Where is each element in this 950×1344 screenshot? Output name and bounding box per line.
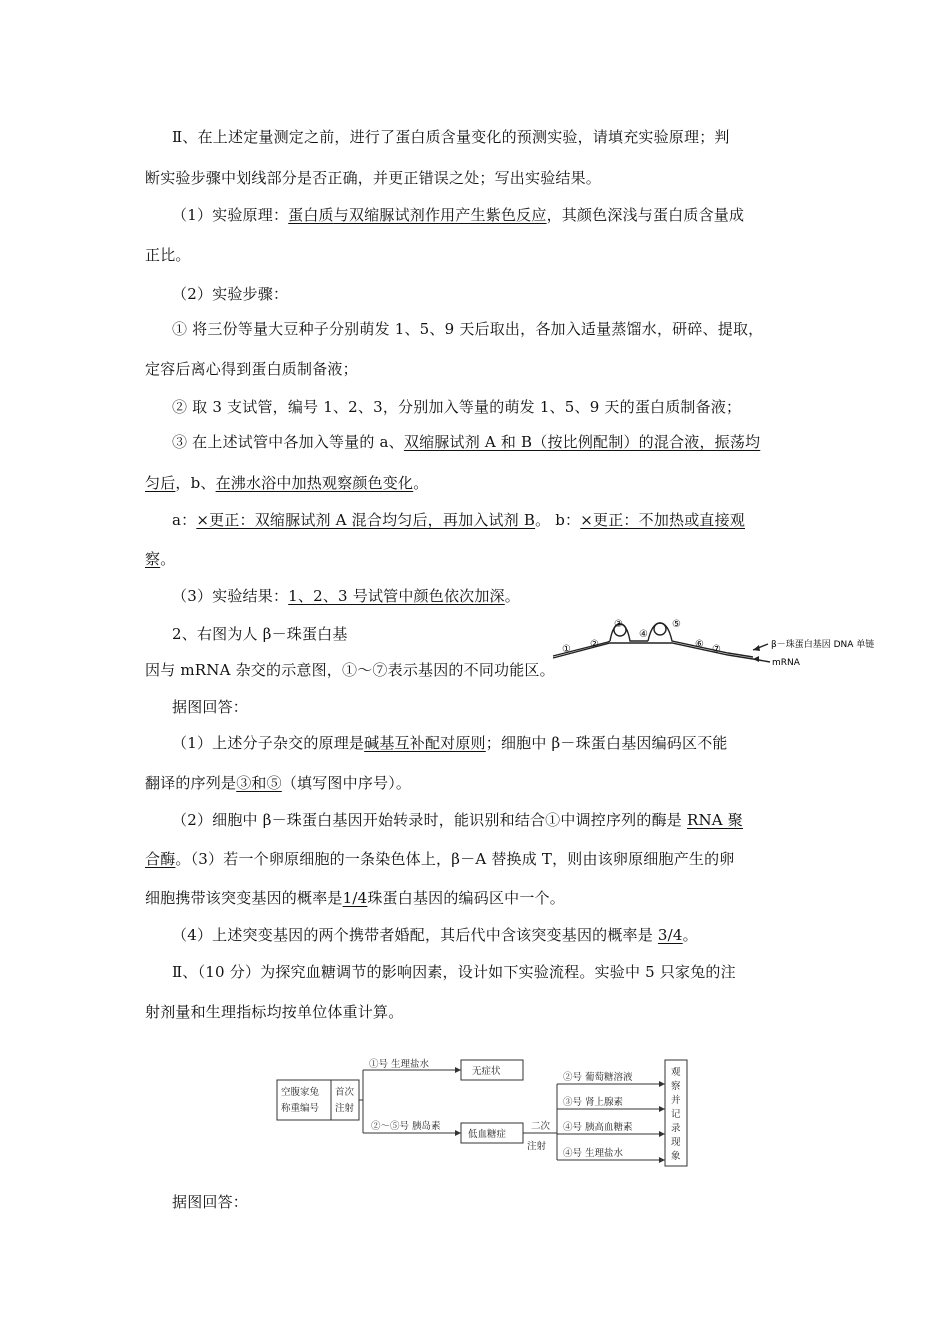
end-box-char-7: 象 [671,1151,681,1162]
q2-answer2-underlined: RNA 聚 [686,811,743,829]
q2-answer2-line2 [145,849,735,869]
end-box-char-4: 记 [671,1109,681,1120]
second-injection-line1: 二次 [531,1121,551,1132]
q2-answer2-underlined-end: 合酶 [145,850,176,868]
result-period: 。 [504,587,520,605]
q2-answer3b-text: 细胞携带该突变基因的概率是 [145,889,343,907]
correction-b-answer: ×更正：不加热或直接观 [580,511,746,529]
branch2-label: ②～⑤号 胰岛素 [371,1121,441,1132]
q2-answer1-text: （1）上述分子杂交的原理是 [172,734,365,752]
correction-b-answer-end: 察 [145,550,161,568]
q2-answer1b-text: 翻译的序列是 [145,774,237,792]
start-box-line1: 空腹家兔 [281,1087,320,1098]
region-label-4: ④ [639,629,648,640]
start-box-line2: 称重编号 [281,1103,320,1114]
first-injection-line2: 注射 [335,1103,355,1114]
q2-answer3-text: 。（3）若一个卵原细胞的一条染色体上，β－A 替换成 T，则由该卵原细胞产生的卵 [175,850,735,868]
q2-answer1-line1 [172,733,728,753]
hybridization-diagram [548,614,893,674]
first-injection-line1: 首次 [335,1087,355,1098]
principle-label: （1）实验原理： [172,206,289,224]
question2-line2: 因与 mRNA 杂交的示意图，①～⑦表示基因的不同功能区。 [145,661,555,679]
principle-answer-2: 与双缩脲试剂作用产生紫色反应 [333,206,547,224]
correction-line1 [172,510,745,530]
second-injection-line2: 注射 [527,1141,547,1152]
step3-period: 。 [413,474,429,492]
step1-line2: 定容后离心得到蛋白质制备液； [145,360,358,378]
region-label-6: ⑥ [695,639,704,650]
question3-line2: 射剂量和生理指标均按单位体重计算。 [145,1003,404,1021]
q2-answer1b-underlined: ③和⑤ [236,774,282,792]
region-label-5: ⑤ [672,619,681,630]
answer-prompt-1: 据图回答： [172,698,249,716]
q2-answer1-line2 [145,773,411,793]
correction-a-answer: ×更正：双缩脲试剂 A 混合均匀后，再加入试剂 B [196,511,536,529]
paragraph-intro-line2: 断实验步骤中划线部分是否正确，并更正错误之处；写出实验结果。 [145,169,602,187]
end-box-char-6: 现 [671,1137,681,1148]
region-label-1: ① [562,644,571,655]
step3-underlined-b: 在沸水浴中加热观察颜色变化 [215,474,414,492]
correction-period: 。 [160,550,176,568]
question3-line1: Ⅱ、（10 分）为探究血糖调节的影响因素，设计如下实验流程。实验中 5 只家兔的注 [172,963,736,981]
branch1-label: ①号 生理盐水 [369,1059,430,1070]
experiment-flowchart [275,1058,695,1170]
answer-prompt-2: 据图回答： [172,1193,249,1211]
step3-underlined-a: 双缩脲试剂 A 和 B（按比例配制）的混合液，振荡均 [403,433,761,451]
result-answer: 1、2、3 号试管中颜色依次加深 [288,587,505,605]
step3-line1 [172,432,760,452]
step2: ② 取 3 支试管，编号 1、2、3，分别加入等量的萌发 1、5、9 天的蛋白质制备液； [172,398,742,416]
region-label-3: ③ [614,619,623,630]
end-box-char-3: 并 [671,1095,681,1106]
result-label: （3）实验结果： [172,587,289,605]
result-line [172,586,520,606]
principle-line2: 正比。 [145,246,191,264]
second-item-2: ③号 肾上腺素 [563,1097,624,1108]
principle-line1 [172,205,744,225]
second-item-4: ④号 生理盐水 [563,1148,624,1159]
end-box-char-5: 录 [671,1123,681,1134]
region-label-7: ⑦ [712,644,721,655]
question2-line1: 2、右图为人 β－珠蛋白基 [172,625,348,643]
principle-text: ，其颜色深浅与蛋白质含量成 [546,206,745,224]
q2-answer1-underlined: 碱基互补配对原则 [364,734,486,752]
end-box-char-2: 察 [671,1081,681,1092]
q2-answer2-text: （2）细胞中 β－珠蛋白基因开始转录时，能识别和结合①中调控序列的酶是 [172,811,687,829]
q2-answer2-line1 [172,810,743,830]
region-label-2: ② [590,639,599,650]
q2-answer4-period: 。 [682,926,698,944]
q2-answer4-text: （4）上述突变基因的两个携带者婚配，其后代中含该突变基因的概率是 [172,926,658,944]
end-box-char-1: 观 [671,1067,681,1078]
mrna-label: mRNA [772,658,800,668]
result1-box: 无症状 [472,1066,501,1077]
q2-answer3b-rest: 珠蛋白基因的编码区中一个。 [367,889,565,907]
q2-answer3-line2 [145,888,565,908]
q2-answer4 [172,925,698,945]
dna-strand-label: β－珠蛋白基因 DNA 单链 [771,640,875,650]
paragraph-intro-line1: Ⅱ、在上述定量测定之前，进行了蛋白质含量变化的预测实验，请填充实验原理；判 [172,128,730,146]
step3-underlined-a-end: 匀后 [145,474,176,492]
correction-line2 [145,549,175,569]
step3-text: ③ 在上述试管中各加入等量的 a、 [172,433,404,451]
steps-heading: （2）实验步骤： [172,285,289,303]
second-item-1: ②号 葡萄糖溶液 [563,1072,633,1083]
step3-b-label: ，b、 [175,474,216,492]
q2-answer4-underlined: 3/4 [657,926,683,944]
step1-line1: ① 将三份等量大豆种子分别萌发 1、5、9 天后取出，各加入适量蒸馏水，研碎、提取， [172,320,764,338]
correction-a-label: a： [172,511,197,529]
q2-answer3-underlined: 1/4 [342,889,368,907]
second-item-3: ④号 胰高血糖素 [563,1122,633,1133]
step3-line2 [145,473,428,493]
principle-answer-1: 蛋白质 [288,206,334,224]
q2-answer1-rest: ；细胞中 β－珠蛋白基因编码区不能 [485,734,728,752]
q2-answer1b-rest: （填写图中序号）。 [281,774,412,792]
result2-box: 低血糖症 [468,1129,507,1140]
correction-b-label: 。 b： [535,511,581,529]
